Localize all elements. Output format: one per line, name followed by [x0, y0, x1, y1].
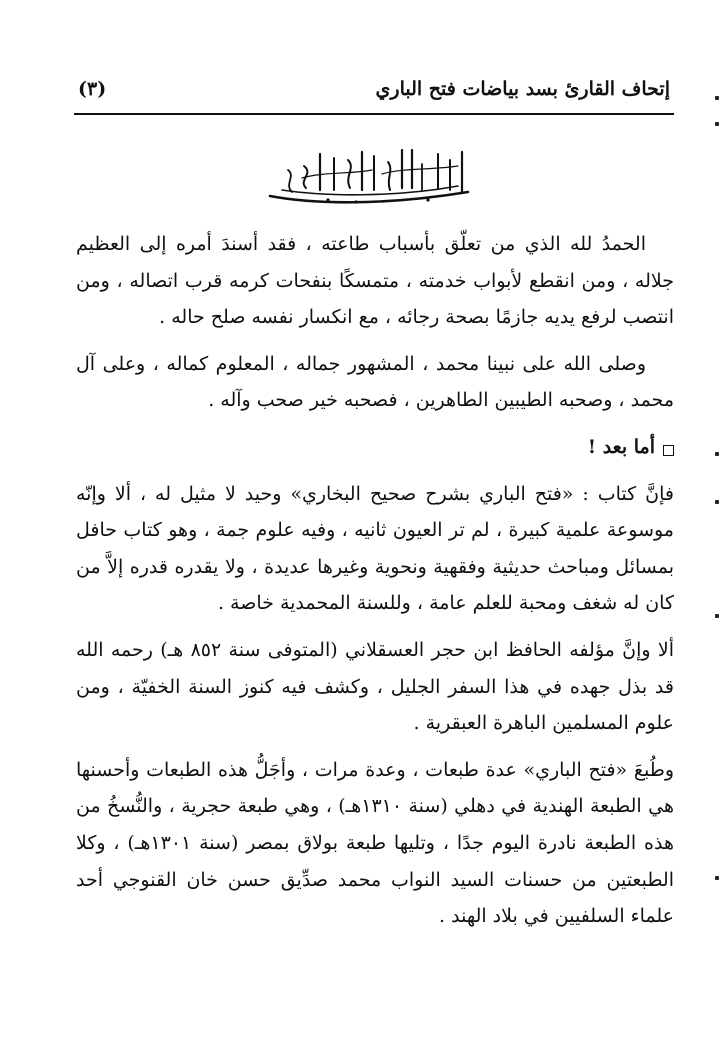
running-header	[78, 72, 670, 112]
page-number: (٣)	[78, 78, 107, 100]
paragraph-editions: وطُبعَ «فتح الباري» عدة طبعات ، وعدة مرات ، وأجَلُّ هذه الطبعات وأحسنها هي الطبعة الهندية في دهلي (سنة ١٣١٠هـ) ، وهي طبعة حجرية ، والنُّسخُ من هذه الطبعة نادرة اليوم جدًا ، وتليها طبعة بولاق بمصر (سنة ١٣٠١هـ) ، وكلا الطبعتين من حسنات السيد النواب محمد صدِّيق حسن خان القنوجي أحد علماء السلفيين في بلاد الهند .	[76, 758, 674, 928]
scan-mark	[715, 500, 719, 504]
basmala-calligraphy	[262, 140, 476, 210]
basmala-calligraphy-drawing	[262, 140, 476, 210]
paragraph-praise: الحمدُ لله الذي من تعلّق بأسباب طاعته ، فقد أسندَ أمره إلى العظيم جلاله ، ومن انقطع لأبواب خدمته ، متمسكًا بنفحات كرمه قرب اتصاله ، ومن انتصب لرفع يديه جازمًا بصحة رجائه ، مع انكسار نفسه صلح حاله .	[76, 233, 674, 329]
section-heading-text: أما بعد !	[587, 435, 655, 458]
main-text	[76, 226, 674, 945]
section-heading	[76, 429, 674, 466]
paragraph-author: ألا وإنَّ مؤلفه الحافظ ابن حجر العسقلاني (المتوفى سنة ٨٥٢ هـ) رحمه الله قد بذل جهده في هذا السفر الجليل ، وكشف فيه كنوز السنة الخفيّة ، ومن علوم المسلمين الباهرة العبقرية .	[76, 638, 674, 735]
scan-mark	[715, 876, 719, 880]
scan-mark	[715, 452, 719, 456]
paragraph-book-description: فإنَّ كتاب : «فتح الباري بشرح صحيح البخاري» وحيد لا مثيل له ، ألا وإنّه موسوعة علمية كبيرة ، لم تر العيون ثانيه ، وفيه علوم جمة ، وهو كتاب حافل بمسائل ومباحث حديثية وفقهية ونحوية وغيرها عديدة ، ولا يقدره قدره إلاَّ من كان له شغف ومحبة للعلم عامة ، وللسنة المحمدية خاصة .	[76, 482, 674, 615]
paragraph-salutation: وصلى الله على نبينا محمد ، المشهور جماله ، المعلوم كماله ، وعلى آل محمد ، وصحبه الطيبين الطاهرين ، فصحبه خير صحب وآله .	[76, 352, 674, 412]
square-bullet-icon	[663, 445, 674, 456]
scan-mark	[715, 614, 719, 618]
header-rule	[74, 113, 674, 115]
margin-scan-marks	[709, 0, 721, 1058]
scan-mark	[715, 96, 719, 100]
scan-mark	[715, 122, 719, 126]
header-title: إتحاف القارئ بسد بياضات فتح الباري	[375, 78, 670, 100]
